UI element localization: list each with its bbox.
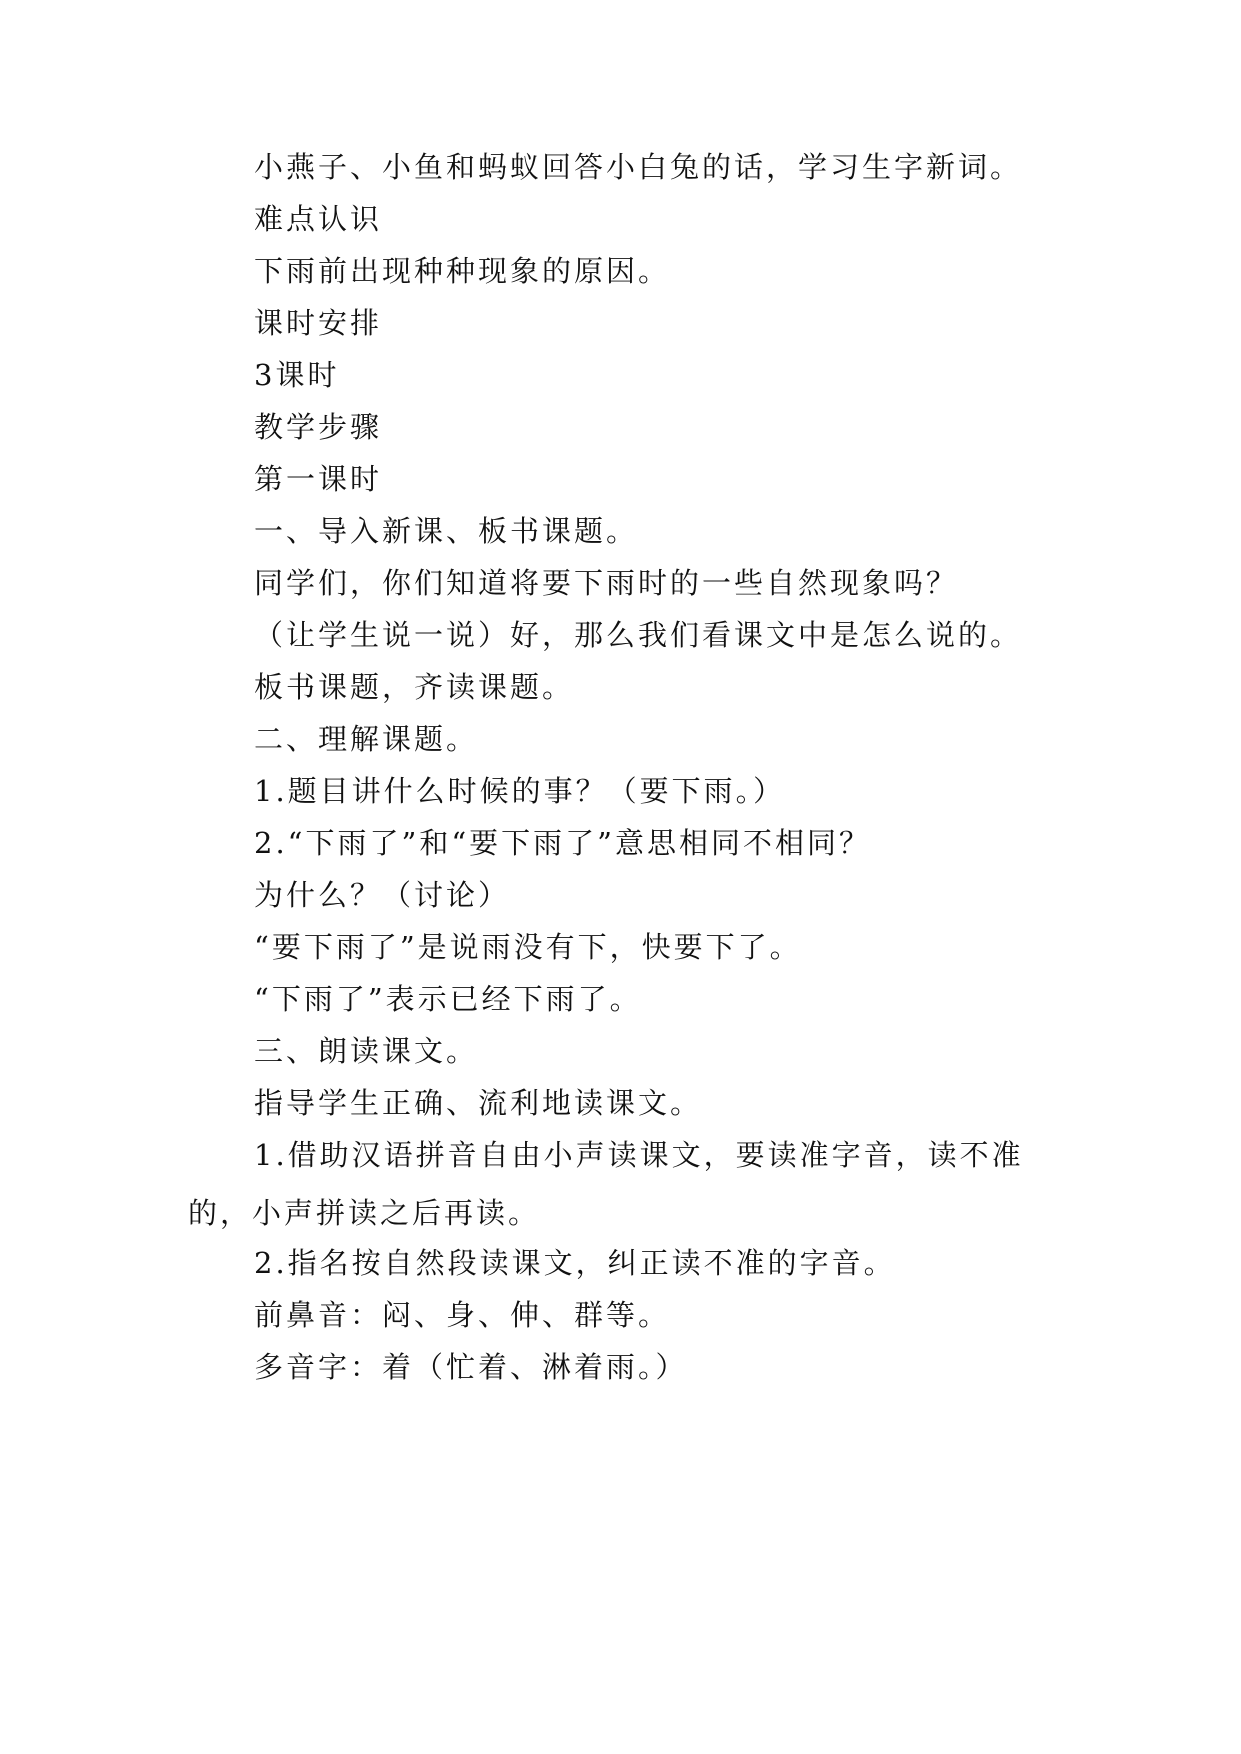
paragraph: “下雨了”表示已经下雨了。 bbox=[254, 982, 642, 1016]
paragraph: 前鼻音：闷、身、伸、群等。 bbox=[254, 1298, 671, 1332]
paragraph: 1.题目讲什么时候的事？（要下雨。） bbox=[254, 774, 786, 808]
paragraph: 1.借助汉语拼音自由小声读课文，要读准字音，读不准的，小声拼读之后再读。 bbox=[188, 1138, 1024, 1230]
paragraph: 三、朗读课文。 bbox=[254, 1034, 479, 1068]
paragraph: 一、导入新课、板书课题。 bbox=[254, 514, 639, 548]
paragraph: 板书课题，齐读课题。 bbox=[254, 670, 575, 704]
paragraph: 二、理解课题。 bbox=[254, 722, 479, 756]
paragraph: 难点认识 bbox=[254, 202, 383, 236]
paragraph: （让学生说一说）好，那么我们看课文中是怎么说的。 bbox=[254, 618, 1023, 652]
paragraph: “要下雨了”是说雨没有下，快要下了。 bbox=[254, 930, 802, 964]
paragraph: 小燕子、小鱼和蚂蚁回答小白兔的话，学习生字新词。 bbox=[254, 150, 1023, 184]
paragraph: 多音字：着（忙着、淋着雨。） bbox=[254, 1350, 688, 1384]
paragraph: 指导学生正确、流利地读课文。 bbox=[254, 1086, 703, 1120]
paragraph: 同学们，你们知道将要下雨时的一些自然现象吗？ bbox=[254, 566, 959, 600]
paragraph: 2.指名按自然段读课文，纠正读不准的字音。 bbox=[254, 1246, 896, 1280]
paragraph: 3课时 bbox=[254, 358, 340, 392]
paragraph: 第一课时 bbox=[254, 462, 383, 496]
paragraph: 教学步骤 bbox=[254, 410, 383, 444]
paragraph: 为什么？（讨论） bbox=[254, 878, 511, 912]
paragraph: 2.“下雨了”和“要下雨了”意思相同不相同？ bbox=[254, 826, 871, 860]
paragraph: 课时安排 bbox=[254, 306, 383, 340]
paragraph: 下雨前出现种种现象的原因。 bbox=[254, 254, 671, 288]
